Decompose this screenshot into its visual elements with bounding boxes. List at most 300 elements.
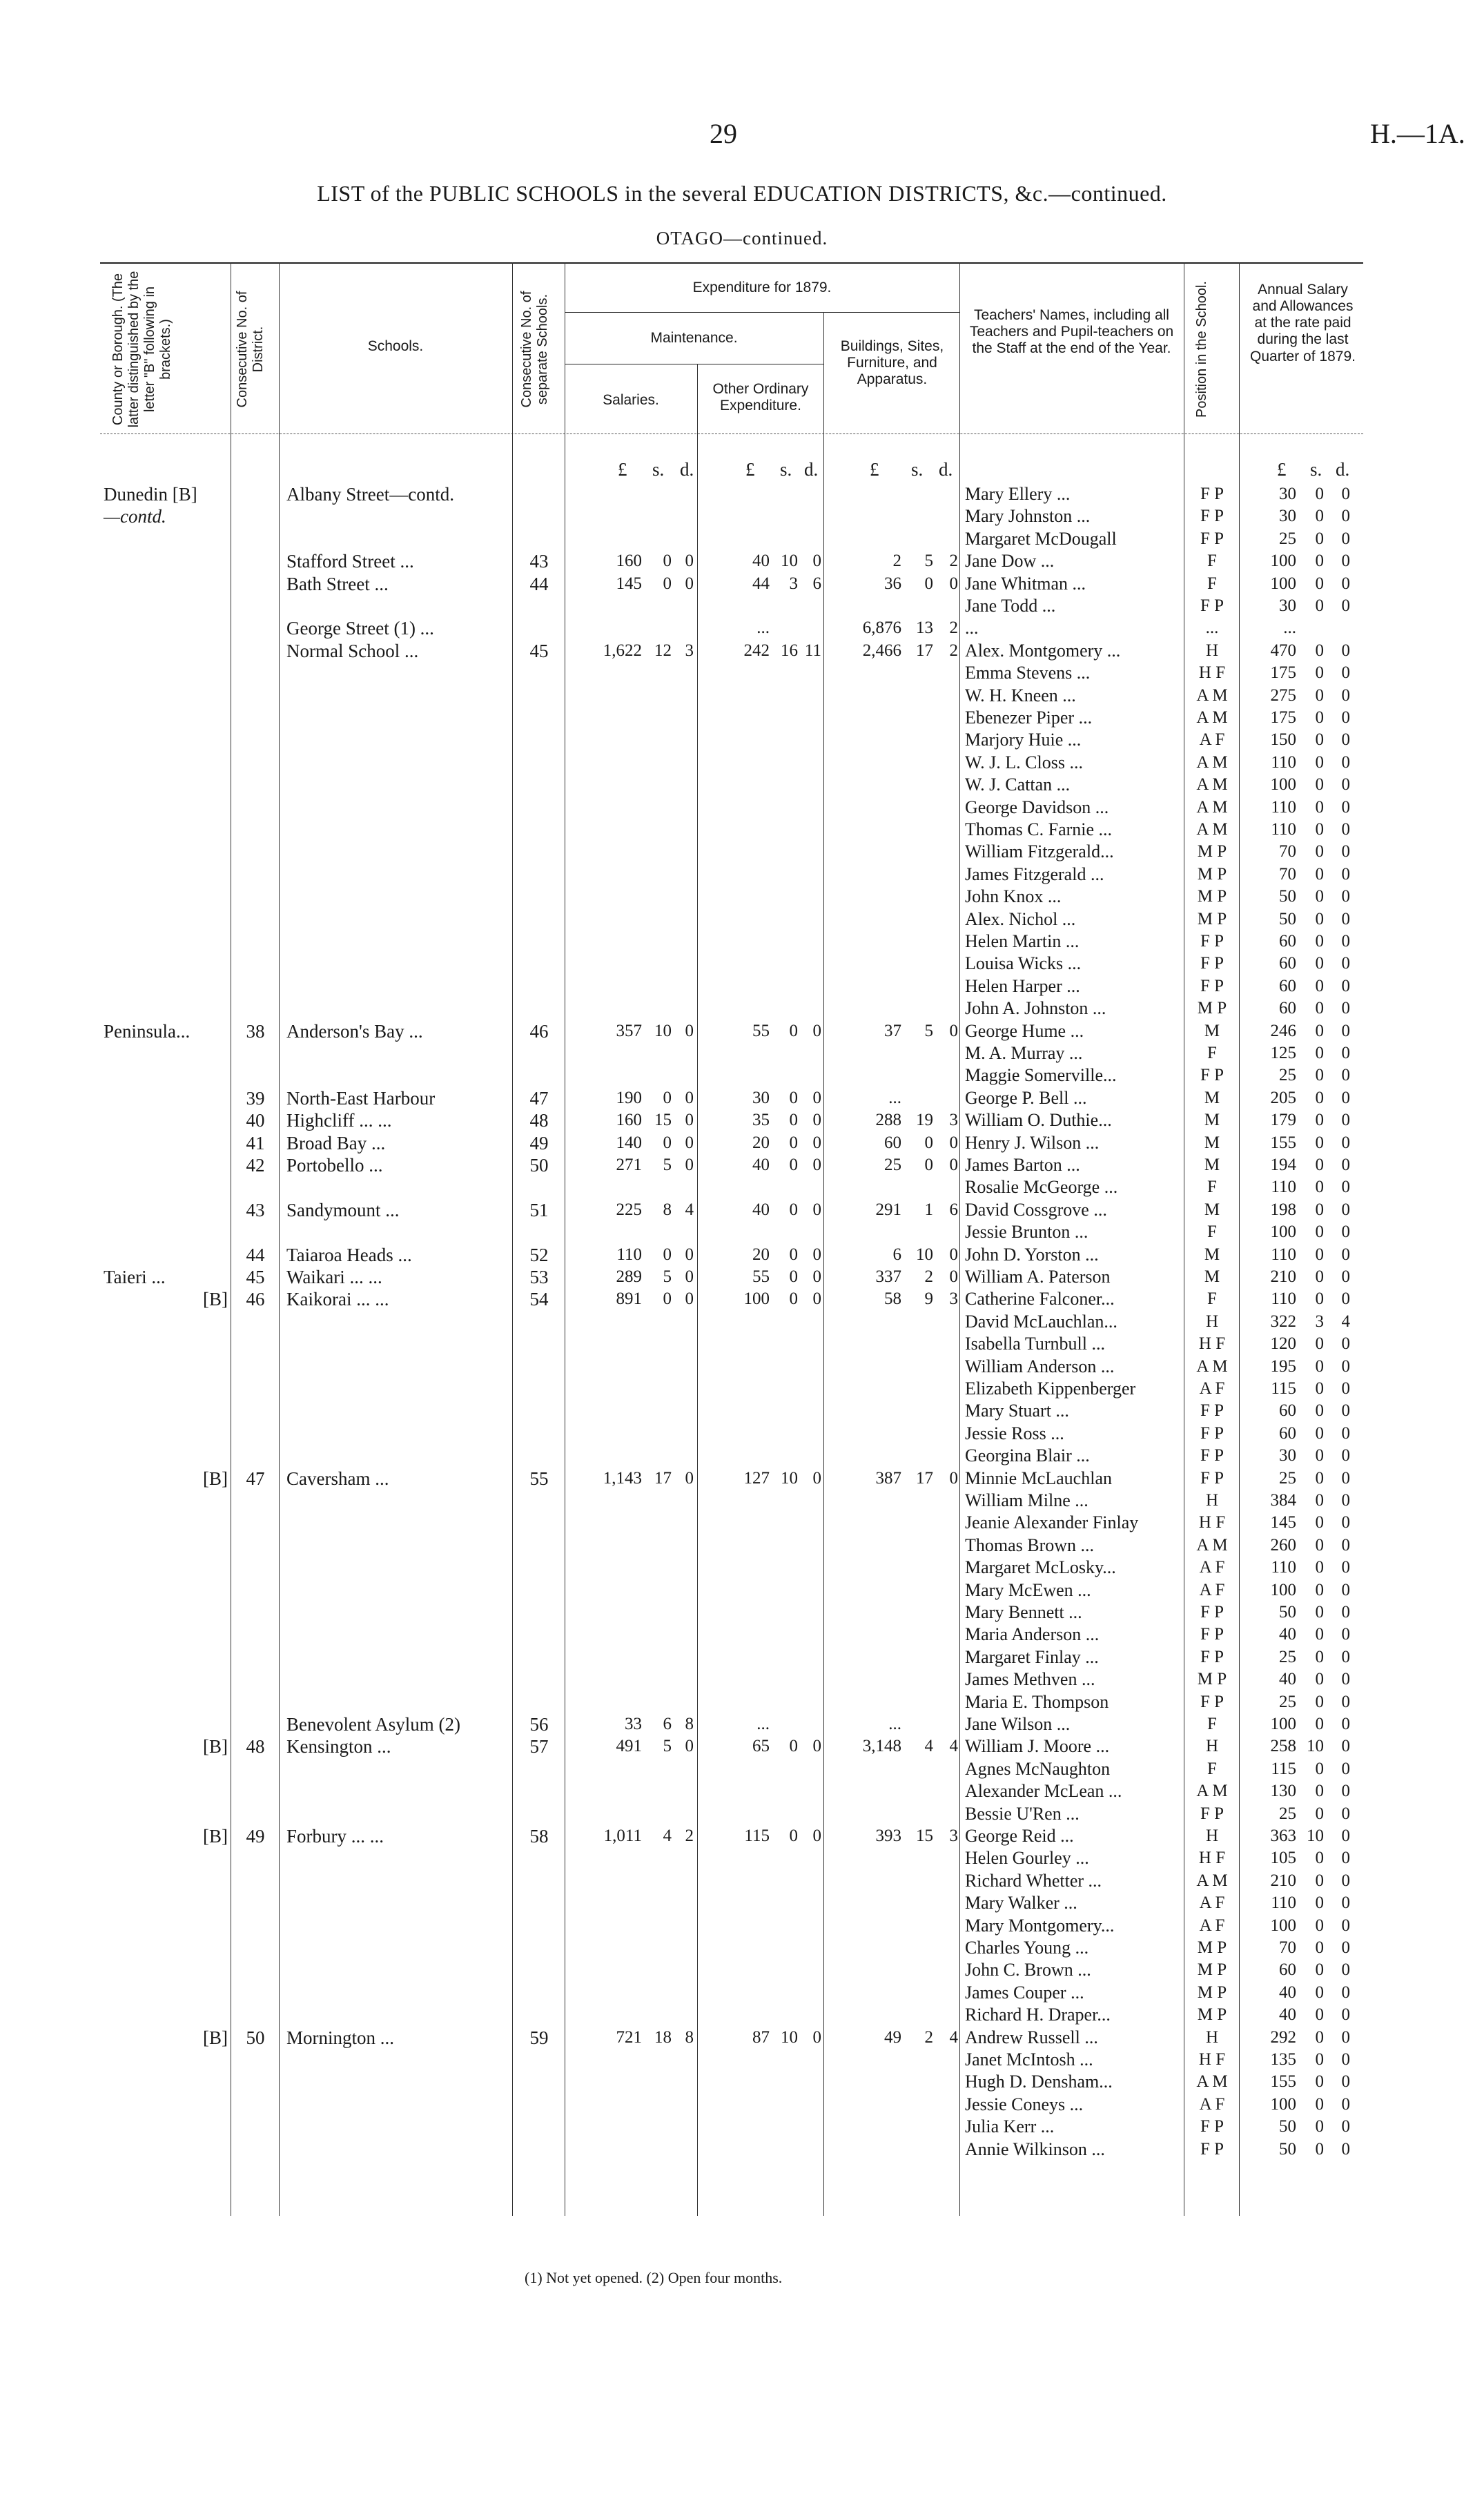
- teacher-position: A M: [1196, 820, 1228, 839]
- salaries-pence: 0: [685, 1289, 694, 1309]
- annual-shillings: 0: [1315, 1513, 1324, 1532]
- annual-shillings: 0: [1315, 708, 1324, 727]
- other-pounds: ...: [756, 1715, 770, 1733]
- teacher-position: A F: [1199, 2094, 1225, 2114]
- salaries-pence: 0: [685, 1156, 694, 1174]
- annual-pounds: 25: [1279, 1066, 1296, 1085]
- annual-pounds: 100: [1270, 775, 1296, 795]
- salaries-shillings: 0: [663, 552, 672, 571]
- salaries-pence: 2: [685, 1827, 694, 1845]
- teacher-name: Thomas C. Farnie ...: [965, 819, 1113, 839]
- school-number: 48: [529, 1110, 549, 1131]
- annual-shillings: 0: [1315, 2005, 1324, 2025]
- salaries-shillings: 0: [663, 574, 672, 593]
- teacher-position: H F: [1198, 1849, 1226, 1868]
- annual-pounds: 100: [1270, 1916, 1296, 1935]
- other-shillings: 10: [781, 2027, 798, 2047]
- annual-pence: 0: [1341, 1379, 1350, 1398]
- teacher-name: W. H. Kneen ...: [965, 685, 1076, 705]
- annual-pounds: 25: [1279, 1804, 1296, 1823]
- teacher-name: James Couper ...: [965, 1982, 1084, 2003]
- school-name: Benevolent Asylum (2): [286, 1714, 460, 1735]
- annual-pounds: 40: [1279, 1670, 1296, 1689]
- buildings-shillings: 9: [924, 1289, 933, 1309]
- teacher-name: Janet McIntosh ...: [965, 2049, 1093, 2069]
- school-number: 57: [529, 1736, 549, 1757]
- salaries-pounds: 33: [625, 1715, 642, 1733]
- teacher-name: W. J. Cattan ...: [965, 775, 1071, 795]
- teacher-name: James Fitzgerald ...: [965, 864, 1104, 884]
- teacher-name: Jane Wilson ...: [965, 1714, 1071, 1734]
- annual-pounds: 70: [1279, 842, 1296, 861]
- buildings-pence: 2: [949, 641, 958, 660]
- teacher-name: William Milne ...: [965, 1490, 1088, 1510]
- annual-pence: 0: [1341, 1692, 1350, 1711]
- annual-pence: 0: [1341, 1088, 1350, 1107]
- other-pounds: 87: [752, 2027, 770, 2047]
- teacher-name: John A. Johnston ...: [965, 998, 1106, 1019]
- other-pence: 0: [812, 1111, 821, 1130]
- salaries-shillings: 6: [663, 1715, 672, 1733]
- salaries-shillings: 0: [663, 1245, 672, 1264]
- district-number: 45: [246, 1267, 265, 1287]
- teacher-position: F P: [1200, 1423, 1224, 1443]
- teacher-position: M P: [1197, 864, 1227, 884]
- teacher-name: Jeanie Alexander Finlay: [965, 1512, 1139, 1533]
- annual-shillings: 0: [1315, 1066, 1324, 1085]
- buildings-pounds: ...: [888, 1088, 901, 1107]
- annual-shillings: 0: [1315, 1938, 1324, 1957]
- annual-pounds: 322: [1270, 1312, 1296, 1331]
- county-cell: Dunedin [B]: [104, 484, 197, 505]
- annual-pence: 0: [1341, 1245, 1350, 1264]
- buildings-pence: 6: [949, 1200, 958, 1219]
- teacher-position: F P: [1200, 1692, 1224, 1711]
- shilling-unit: s.: [911, 459, 924, 480]
- buildings-shillings: 0: [924, 1133, 933, 1152]
- annual-pence: 0: [1341, 1491, 1350, 1510]
- teacher-position: M: [1204, 1021, 1220, 1040]
- annual-pounds: 145: [1270, 1513, 1296, 1532]
- district-number: 43: [246, 1199, 265, 1220]
- buildings-pounds: 2: [892, 552, 901, 571]
- salaries-shillings: 5: [663, 1156, 672, 1174]
- teacher-name: Isabella Turnbull ...: [965, 1334, 1105, 1354]
- teacher-position: F P: [1200, 1804, 1224, 1823]
- school-number: 49: [529, 1132, 549, 1153]
- teacher-name: Margaret McDougall: [965, 528, 1117, 549]
- teacher-position: A M: [1196, 1535, 1228, 1555]
- buildings-shillings: 17: [916, 641, 933, 660]
- district-number: 47: [246, 1468, 265, 1489]
- other-shillings: 0: [789, 1737, 798, 1756]
- pound-unit: £: [870, 459, 879, 480]
- teacher-position: M P: [1197, 1670, 1227, 1689]
- annual-pence: 0: [1341, 663, 1350, 683]
- annual-pounds: 30: [1279, 507, 1296, 526]
- district-number: 42: [246, 1155, 265, 1176]
- other-pence: 11: [804, 641, 821, 660]
- col-rule-2: [279, 262, 280, 2216]
- teacher-position: F P: [1200, 954, 1224, 973]
- annual-shillings: 0: [1315, 752, 1324, 772]
- teacher-position: H F: [1198, 663, 1226, 683]
- annual-pence: 0: [1341, 1580, 1350, 1599]
- school-name: Kaikorai ... ...: [286, 1289, 389, 1310]
- teacher-name: Rosalie McGeorge ...: [965, 1177, 1118, 1198]
- salaries-shillings: 0: [663, 1088, 672, 1107]
- annual-pounds: 110: [1271, 1178, 1296, 1197]
- annual-pounds: 120: [1270, 1334, 1296, 1354]
- teacher-name: David Cossgrove ...: [965, 1199, 1107, 1220]
- teacher-name: Ebenezer Piper ...: [965, 708, 1093, 728]
- teacher-position: H: [1205, 1491, 1219, 1510]
- annual-pounds: 110: [1271, 1558, 1296, 1577]
- teacher-position: F P: [1200, 2117, 1224, 2136]
- teacher-position: F: [1207, 1289, 1217, 1309]
- salaries-pounds: 271: [616, 1156, 642, 1174]
- annual-pence: 0: [1341, 552, 1350, 571]
- school-name: Taiaroa Heads ...: [286, 1244, 412, 1265]
- page-number: 29: [710, 118, 737, 149]
- annual-pounds: 50: [1279, 2117, 1296, 2136]
- buildings-pounds: 2,466: [862, 641, 901, 660]
- annual-pounds: 50: [1279, 2139, 1296, 2159]
- annual-pence: 0: [1341, 1334, 1350, 1354]
- annual-shillings: 0: [1315, 1603, 1324, 1621]
- teacher-position: A M: [1196, 1871, 1228, 1890]
- other-pounds: ...: [756, 619, 770, 638]
- teacher-name: Mary Stuart ...: [965, 1401, 1069, 1421]
- school-number: 46: [529, 1020, 549, 1042]
- annual-pence: 0: [1341, 1983, 1350, 2002]
- annual-pounds: 110: [1271, 797, 1296, 817]
- teacher-position: H: [1205, 2027, 1219, 2047]
- annual-shillings: 0: [1315, 1245, 1324, 1264]
- annual-pounds: 363: [1270, 1827, 1296, 1845]
- annual-pounds: 60: [1279, 976, 1296, 995]
- annual-pounds: 384: [1270, 1491, 1296, 1510]
- annual-pounds: 25: [1279, 1468, 1296, 1488]
- pound-unit: £: [745, 459, 755, 480]
- buildings-shillings: 2: [924, 1267, 933, 1286]
- district-number: 49: [246, 1826, 265, 1847]
- annual-shillings: 0: [1315, 1289, 1324, 1309]
- other-shillings: 0: [789, 1156, 798, 1174]
- teacher-position: F: [1207, 1759, 1217, 1778]
- teacher-position: H F: [1198, 2050, 1226, 2069]
- annual-shillings: 10: [1307, 1827, 1324, 1845]
- annual-shillings: 0: [1315, 1759, 1324, 1778]
- annual-pence: 0: [1341, 752, 1350, 772]
- salaries-shillings: 18: [654, 2027, 672, 2047]
- salaries-pounds: 160: [616, 1111, 642, 1130]
- salaries-pence: 0: [685, 1245, 694, 1264]
- teacher-name: Mary Montgomery...: [965, 1915, 1115, 1936]
- district-number: 46: [246, 1289, 265, 1310]
- teacher-position: F P: [1200, 976, 1224, 995]
- annual-pence: 0: [1341, 775, 1350, 795]
- salaries-pence: 0: [685, 1267, 694, 1286]
- annual-shillings: 0: [1315, 1223, 1324, 1242]
- teacher-position: F P: [1200, 507, 1224, 526]
- salaries-pence: 0: [685, 574, 694, 593]
- school-number: 54: [529, 1289, 549, 1310]
- teacher-name: Helen Gourley ...: [965, 1848, 1089, 1869]
- other-pounds: 40: [752, 552, 770, 571]
- other-shillings: 10: [781, 552, 798, 571]
- teacher-position: A M: [1196, 1782, 1228, 1801]
- salaries-pounds: 110: [616, 1245, 642, 1264]
- annual-shillings: 0: [1315, 1468, 1324, 1488]
- annual-shillings: 0: [1315, 641, 1324, 660]
- buildings-shillings: 2: [924, 2027, 933, 2047]
- teacher-name: George Hume ...: [965, 1020, 1084, 1041]
- annual-pence: 0: [1341, 999, 1350, 1018]
- school-number: 44: [529, 573, 549, 594]
- buildings-shillings: 17: [916, 1468, 933, 1488]
- annual-shillings: 0: [1315, 1200, 1324, 1219]
- teacher-position: F P: [1200, 1647, 1224, 1666]
- school-name: Highcliff ... ...: [286, 1110, 392, 1131]
- salaries-shillings: 12: [654, 641, 672, 660]
- col-rule-3: [512, 262, 513, 2216]
- school-name: Broad Bay ...: [286, 1132, 386, 1153]
- annual-shillings: 0: [1315, 1446, 1324, 1465]
- annual-pence: 0: [1341, 1401, 1350, 1421]
- annual-shillings: 0: [1315, 663, 1324, 683]
- salaries-pounds: 1,622: [603, 641, 642, 660]
- teacher-name: Jane Dow ...: [965, 551, 1055, 572]
- salaries-pence: 0: [685, 1468, 694, 1488]
- teacher-position: F P: [1200, 932, 1224, 951]
- teacher-name: Helen Martin ...: [965, 931, 1080, 951]
- other-pounds: 35: [752, 1111, 770, 1130]
- salaries-pounds: 721: [616, 2027, 642, 2047]
- annual-pounds: 100: [1270, 1715, 1296, 1733]
- buildings-shillings: 4: [924, 1737, 933, 1756]
- annual-shillings: 0: [1315, 2027, 1324, 2047]
- other-pounds: 55: [752, 1267, 770, 1286]
- annual-shillings: 0: [1315, 1133, 1324, 1152]
- annual-pounds: 110: [1271, 1893, 1296, 1913]
- annual-pounds: 198: [1270, 1200, 1296, 1219]
- annual-pence: 0: [1341, 1893, 1350, 1913]
- annual-pence: 0: [1341, 1446, 1350, 1465]
- salaries-shillings: 5: [663, 1737, 672, 1756]
- buildings-pounds: 36: [884, 574, 901, 593]
- teacher-position: M P: [1197, 1983, 1227, 2002]
- pence-unit: d.: [804, 459, 819, 480]
- other-pence: 0: [812, 1156, 821, 1174]
- pound-unit: £: [1277, 459, 1287, 480]
- annual-pence: 0: [1341, 1558, 1350, 1577]
- teacher-name: Maria Anderson ...: [965, 1624, 1100, 1645]
- salaries-pence: 0: [685, 1737, 694, 1756]
- page-subtitle: OTAGO—continued.: [656, 228, 828, 249]
- buildings-shillings: 1: [924, 1200, 933, 1219]
- other-pounds: 20: [752, 1133, 770, 1152]
- teacher-position: F P: [1200, 1603, 1224, 1621]
- buildings-pence: 3: [949, 1111, 958, 1130]
- buildings-shillings: 5: [924, 552, 933, 571]
- annual-shillings: 0: [1315, 1044, 1324, 1062]
- annual-shillings: 0: [1315, 1423, 1324, 1443]
- teacher-position: A F: [1199, 1580, 1225, 1599]
- annual-pence: 0: [1341, 1715, 1350, 1733]
- annual-pounds: 60: [1279, 954, 1296, 973]
- annual-pounds: 60: [1279, 932, 1296, 951]
- annual-pence: 0: [1341, 596, 1350, 615]
- teacher-name: George Davidson ...: [965, 797, 1109, 817]
- teacher-position: A M: [1196, 685, 1228, 705]
- annual-pounds: 470: [1270, 641, 1296, 660]
- annual-pounds: 40: [1279, 1983, 1296, 2002]
- annual-pounds: 155: [1270, 1133, 1296, 1152]
- annual-shillings: 0: [1315, 1379, 1324, 1398]
- other-pence: 0: [812, 1737, 821, 1756]
- teacher-name: John Knox ...: [965, 886, 1062, 907]
- other-shillings: 16: [781, 641, 798, 660]
- teacher-name: M. A. Murray ...: [965, 1043, 1083, 1063]
- annual-pence: 0: [1341, 730, 1350, 750]
- school-name: Stafford Street ...: [286, 551, 414, 572]
- teacher-position: M P: [1197, 999, 1227, 1018]
- school-number: 53: [529, 1267, 549, 1287]
- annual-pence: 0: [1341, 887, 1350, 906]
- teacher-position: M P: [1197, 1960, 1227, 1980]
- teacher-name: Georgina Blair ...: [965, 1445, 1090, 1466]
- county-cell: [B]: [203, 1736, 228, 1757]
- other-pence: 0: [812, 1200, 821, 1219]
- annual-pence: 0: [1341, 1423, 1350, 1443]
- annual-shillings: 0: [1315, 864, 1324, 884]
- county-cell: [B]: [203, 1468, 228, 1489]
- annual-shillings: 0: [1315, 999, 1324, 1018]
- annual-pence: 0: [1341, 1849, 1350, 1868]
- buildings-shillings: 0: [924, 1156, 933, 1174]
- county-cell: —contd.: [104, 506, 166, 527]
- teacher-position: ...: [1205, 619, 1219, 638]
- school-name: Bath Street ...: [286, 573, 389, 594]
- other-pounds: 100: [743, 1289, 770, 1309]
- district-number: 50: [246, 2027, 265, 2048]
- annual-shillings: 0: [1315, 2094, 1324, 2114]
- buildings-shillings: 19: [916, 1111, 933, 1130]
- annual-shillings: 0: [1315, 2072, 1324, 2092]
- annual-pounds: 50: [1279, 887, 1296, 906]
- other-pence: 0: [812, 2027, 821, 2047]
- annual-shillings: 0: [1315, 1156, 1324, 1174]
- annual-pence: 4: [1341, 1312, 1350, 1331]
- other-shillings: 0: [789, 1267, 798, 1286]
- annual-pence: 0: [1341, 954, 1350, 973]
- other-pounds: 20: [752, 1245, 770, 1264]
- teacher-name: George P. Bell ...: [965, 1087, 1087, 1108]
- annual-pounds: 135: [1270, 2050, 1296, 2069]
- annual-shillings: 0: [1315, 1960, 1324, 1980]
- school-name: Sandymount ...: [286, 1199, 400, 1220]
- annual-pounds: 25: [1279, 529, 1296, 548]
- annual-shillings: 0: [1315, 1715, 1324, 1733]
- annual-pounds: 60: [1279, 1423, 1296, 1443]
- annual-shillings: 0: [1315, 909, 1324, 928]
- other-pounds: 115: [744, 1827, 770, 1845]
- annual-pounds: 175: [1270, 663, 1296, 683]
- annual-pounds: 100: [1270, 1580, 1296, 1599]
- salaries-pence: 0: [685, 1133, 694, 1152]
- buildings-pounds: ...: [888, 1715, 901, 1733]
- teacher-position: H: [1205, 1737, 1219, 1756]
- annual-pence: 0: [1341, 1289, 1350, 1309]
- annual-shillings: 0: [1315, 1178, 1324, 1197]
- teacher-name: Julia Kerr ...: [965, 2116, 1055, 2137]
- buildings-pounds: 60: [884, 1133, 901, 1152]
- header-salaries: Salaries.: [603, 392, 659, 408]
- teacher-name: Bessie U'Ren ...: [965, 1803, 1080, 1824]
- teacher-position: M: [1204, 1156, 1220, 1174]
- teacher-name: Helen Harper ...: [965, 975, 1080, 996]
- other-pence: 0: [812, 1133, 821, 1152]
- annual-pounds: 70: [1279, 1938, 1296, 1957]
- annual-pounds: 258: [1270, 1737, 1296, 1756]
- teacher-name: Maggie Somerville...: [965, 1065, 1117, 1086]
- teacher-name: Maria E. Thompson: [965, 1691, 1109, 1712]
- salaries-pounds: 357: [616, 1021, 642, 1040]
- annual-pounds: 110: [1271, 820, 1296, 839]
- other-pence: 0: [812, 1289, 821, 1309]
- annual-pence: 0: [1341, 2139, 1350, 2159]
- annual-pence: 0: [1341, 1111, 1350, 1130]
- school-number: 56: [529, 1714, 549, 1735]
- school-number: 47: [529, 1087, 549, 1109]
- annual-pounds: ...: [1283, 619, 1296, 638]
- annual-pence: 0: [1341, 708, 1350, 727]
- annual-pence: 0: [1341, 1178, 1350, 1197]
- annual-pence: 0: [1341, 2094, 1350, 2114]
- header-maintenance: Maintenance.: [650, 330, 738, 346]
- teacher-name: Jane Whitman ...: [965, 573, 1086, 594]
- other-shillings: 0: [789, 1021, 798, 1040]
- buildings-pounds: 3,148: [862, 1737, 901, 1756]
- header-consecutive-district: Consecutive No. of District.: [235, 291, 266, 408]
- county-cell: [B]: [203, 1826, 228, 1847]
- annual-pence: 0: [1341, 529, 1350, 548]
- annual-pounds: 110: [1271, 752, 1296, 772]
- annual-shillings: 3: [1315, 1312, 1324, 1331]
- annual-pounds: 50: [1279, 1603, 1296, 1621]
- annual-shillings: 0: [1315, 1580, 1324, 1599]
- expenditure-rule: [565, 312, 959, 313]
- annual-shillings: 0: [1315, 1983, 1324, 2002]
- annual-pounds: 100: [1270, 1223, 1296, 1242]
- other-shillings: 0: [789, 1088, 798, 1107]
- annual-pence: 0: [1341, 2117, 1350, 2136]
- teacher-position: H F: [1198, 1334, 1226, 1354]
- annual-pounds: 30: [1279, 596, 1296, 615]
- annual-pence: 0: [1341, 976, 1350, 995]
- buildings-pounds: 291: [875, 1200, 901, 1219]
- other-shillings: 0: [789, 1245, 798, 1264]
- header-buildings: Buildings, Sites, Furniture, and Apparatus.: [840, 338, 944, 388]
- salaries-pence: 0: [685, 1088, 694, 1107]
- annual-pence: 0: [1341, 1513, 1350, 1532]
- shilling-unit: s.: [1310, 459, 1322, 480]
- annual-pounds: 60: [1279, 999, 1296, 1018]
- buildings-pounds: 6,876: [862, 619, 901, 638]
- annual-pence: 0: [1341, 507, 1350, 526]
- school-number: 43: [529, 551, 549, 572]
